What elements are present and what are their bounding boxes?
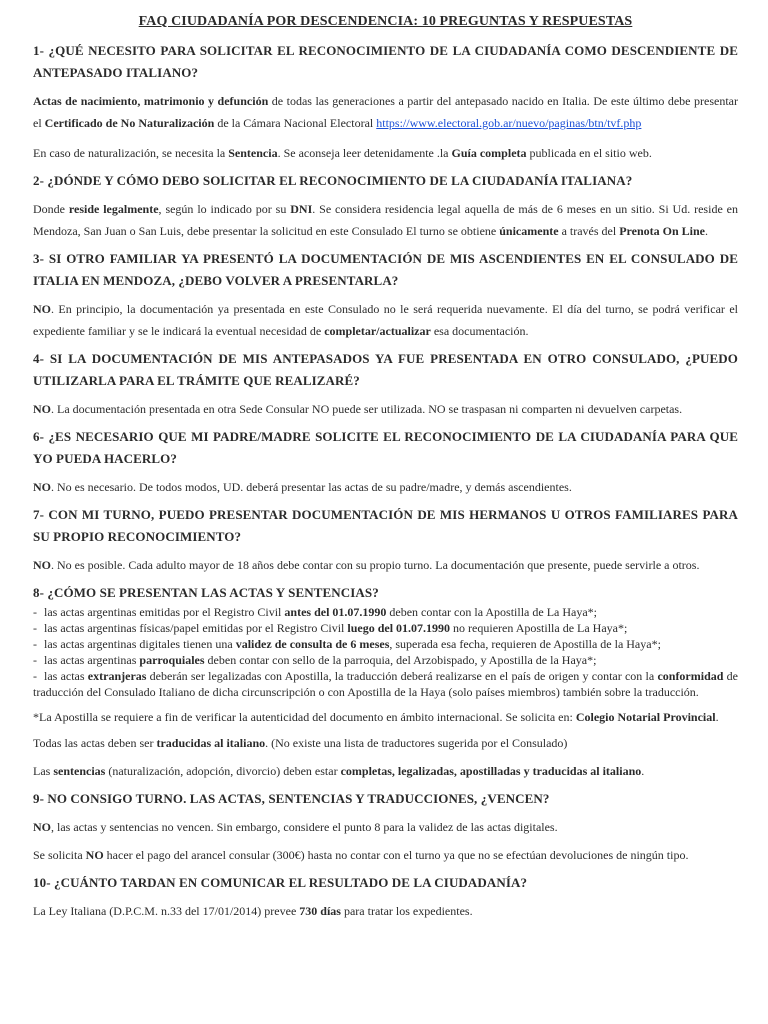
sentences-note: Las sentencias (naturalización, adopción, divorcio) deben estar completas, legalizadas, apostilladas y traducidas al italiano. xyxy=(33,764,645,778)
answer-9-paragraph-1: NO, las actas y sentencias no vencen. Sin embargo, considere el punto 8 para la validez de las actas digitales. xyxy=(33,820,558,834)
answer-2: Donde reside legalmente, según lo indicado por su DNI. Se considera residencia legal aquella de más de 6 meses en un sitio. Si Ud. reside en Mendoza, San Juan o San Luis, debe presentar la solicitud en este Consulado El turno se obtiene únicamente a través del Prenota On Line. xyxy=(33,202,738,238)
list-item: - las actas argentinas parroquiales deben contar con sello de la parroquia, del Arzobispado, y Apostilla de la Haya*; xyxy=(33,653,597,667)
question-8: 8- ¿CÓMO SE PRESENTAN LAS ACTAS Y SENTENCIAS? xyxy=(33,585,379,600)
question-4: 4- SI LA DOCUMENTACIÓN DE MIS ANTEPASADOS YA FUE PRESENTADA EN OTRO CONSULADO, ¿PUEDO UTILIZARLA PARA EL TRÁMITE QUE REALIZARÉ? xyxy=(33,351,738,388)
answer-1-paragraph-2: En caso de naturalización, se necesita la Sentencia. Se aconseja leer detenidamente .la Guía completa publicada en el sitio web. xyxy=(33,146,652,160)
list-item: - las actas argentinas digitales tienen una validez de consulta de 6 meses, superada esa fecha, requieren de Apostilla de la Haya*; xyxy=(33,637,661,651)
question-6: 6- ¿ES NECESARIO QUE MI PADRE/MADRE SOLICITE EL RECONOCIMIENTO DE LA CIUDADANÍA PARA QUE YO PUEDA HACERLO? xyxy=(33,429,738,466)
answer-1-paragraph-1: Actas de nacimiento, matrimonio y defunción de todas las generaciones a partir del antepasado nacido en Italia. De este último debe presentar el Certificado de No Naturalización de la Cámara Nacional Electoral https://www.electoral.gob.ar/nuevo/paginas/btn/tvf.php xyxy=(33,94,738,130)
list-item: - las actas extranjeras deberán ser legalizadas con Apostilla, la traducción deberá realizarse en el país de origen y contar con la conformidad de traducción del Consulado Italiano de dicha circunscripción o con Apostilla de la Haya (solo países miembros) también sobre la traducción. xyxy=(33,669,739,699)
list-item: - las actas argentinas físicas/papel emitidas por el Registro Civil luego del 01.07.1990 no requieren Apostilla de La Haya*; xyxy=(33,621,628,635)
electoral-link[interactable]: https://www.electoral.gob.ar/nuevo/paginas/btn/tvf.php xyxy=(376,116,642,130)
question-7: 7- CON MI TURNO, PUEDO PRESENTAR DOCUMENTACIÓN DE MIS HERMANOS U OTROS FAMILIARES PARA SU PROPIO RECONOCIMIENTO? xyxy=(33,507,738,544)
answer-10: La Ley Italiana (D.P.C.M. n.33 del 17/01/2014) prevee 730 días para tratar los expedientes. xyxy=(33,904,473,918)
question-10: 10- ¿CUÁNTO TARDAN EN COMUNICAR EL RESULTADO DE LA CIUDADANÍA? xyxy=(33,875,528,890)
question-9: 9- NO CONSIGO TURNO. LAS ACTAS, SENTENCIAS Y TRADUCCIONES, ¿VENCEN? xyxy=(33,791,550,806)
answer-7: NO. No es posible. Cada adulto mayor de 18 años debe contar con su propio turno. La documentación que presente, puede servirle a otros. xyxy=(33,558,700,572)
answer-6: NO. No es necesario. De todos modos, UD. deberá presentar las actas de su padre/madre, y demás ascendientes. xyxy=(33,480,572,494)
answer-4: NO. La documentación presentada en otra Sede Consular NO puede ser utilizada. NO se traspasan ni comparten ni devuelven carpetas. xyxy=(33,402,683,416)
answer-3: NO. En principio, la documentación ya presentada en este Consulado no le será requerida nuevamente. El día del turno, se podrá verificar el expediente familiar y se le indicará la eventual necesidad de completar/actualizar esa documentación. xyxy=(33,302,738,338)
translation-note: Todas las actas deben ser traducidas al italiano. (No existe una lista de traductores sugerida por el Consulado) xyxy=(33,736,568,750)
question-3: 3- SI OTRO FAMILIAR YA PRESENTÓ LA DOCUMENTACIÓN DE MIS ASCENDIENTES EN EL CONSULADO DE ITALIA EN MENDOZA, ¿DEBO VOLVER A PRESENTARLA? xyxy=(33,251,738,288)
document-title: FAQ CIUDADANÍA POR DESCENDENCIA: 10 PREGUNTAS Y RESPUESTAS xyxy=(138,14,633,29)
list-item: - las actas argentinas emitidas por el Registro Civil antes del 01.07.1990 deben contar con la Apostilla de La Haya*; xyxy=(33,605,597,619)
answer-9-paragraph-2: Se solicita NO hacer el pago del arancel consular (300€) hasta no contar con el turno ya que no se efectúan devoluciones de ningún tipo. xyxy=(33,848,689,862)
question-2: 2- ¿DÓNDE Y CÓMO DEBO SOLICITAR EL RECONOCIMIENTO DE LA CIUDADANÍA ITALIANA? xyxy=(33,173,633,188)
q8-list xyxy=(33,604,738,700)
question-1: 1- ¿QUÉ NECESITO PARA SOLICITAR EL RECONOCIMIENTO DE LA CIUDADANÍA COMO DESCENDIENTE DE ANTEPASADO ITALIANO? xyxy=(33,43,738,80)
apostilla-note: *La Apostilla se requiere a fin de verificar la autenticidad del documento en ámbito internacional. Se solicita en: Colegio Notarial Provincial. xyxy=(33,710,719,724)
